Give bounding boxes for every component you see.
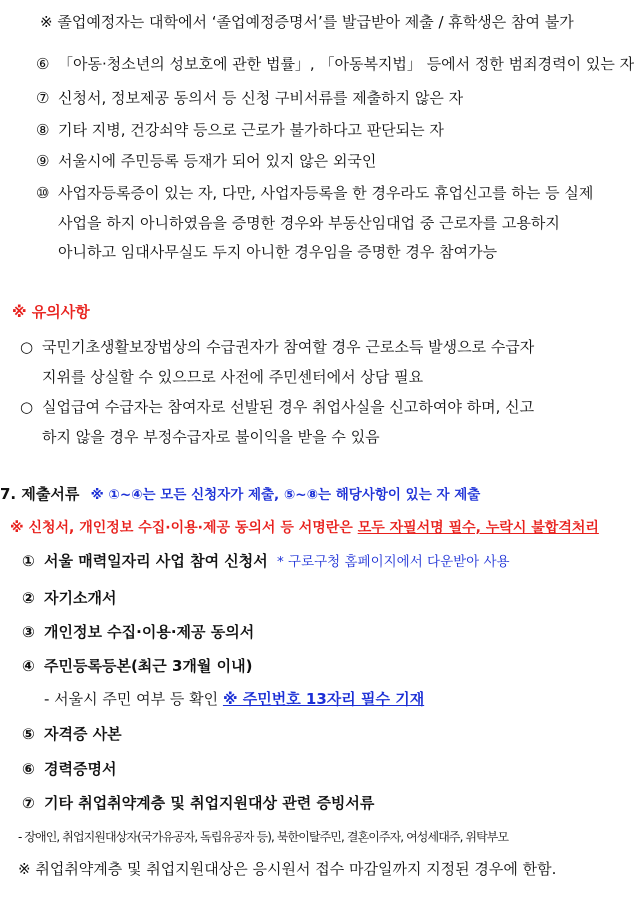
caution-text-continued: 지위를 상실할 수 있으므로 사전에 주민센터에서 상담 필요 [42,368,424,386]
document-item [22,758,116,780]
document-item [22,587,116,609]
caution-item [20,336,628,358]
item-marker: ⑥ [36,55,50,73]
item-marker: ⑧ [36,121,50,139]
document-note: * 구로구청 홈페이지에서 다운받아 사용 [277,554,510,570]
cautions-title: ※ 유의사항 [12,303,90,321]
warning-text: ※ 신청서, 개인정보 수집·이용·제공 동의서 등 서명란은 [10,520,358,536]
document-label: 경력증명서 [44,760,117,778]
item-marker: ⑥ [22,760,35,778]
item-marker: ⑨ [36,152,50,170]
item-marker: ⑦ [36,89,50,107]
section-title: 7. 제출서류 [0,485,80,503]
circle-bullet-icon: ○ [20,338,34,356]
caution-item [20,396,628,418]
document-item [22,792,374,814]
graduation-note: ※ 졸업예정자는 대학에서 ‘졸업예정증명서’를 발급받아 제출 / 휴학생은 참여 불가 [40,13,574,31]
document-label: 자기소개서 [44,589,117,607]
list-item [36,150,618,172]
item-text: 기타 지병, 건강쇠약 등으로 근로가 불가하다고 판단되는 자 [58,121,444,139]
circle-bullet-icon: ○ [20,398,34,416]
item-marker: ⑤ [22,725,35,743]
item-marker: ② [22,589,35,607]
documents-heading [0,483,480,506]
item-text: 「아동·청소년의 성보호에 관한 법률」, 「아동복지법」 등에서 정한 범죄경력이 있는 자 [58,55,635,73]
resident-check-note [44,688,424,710]
document-label: 개인정보 수집·이용·제공 동의서 [44,623,255,641]
heading-note: ※ ①~④는 모든 신청자가 제출, ⑤~⑧는 해당사항이 있는 자 제출 [90,487,481,503]
document-label: 서울 매력일자리 사업 참여 신청서 [44,552,268,570]
list-item [36,87,618,109]
document-label: 주민등록등본(최근 3개월 이내) [44,657,253,675]
item-marker: ① [22,552,35,570]
document-label: 기타 취업취약계층 및 취업지원대상 관련 증빙서류 [44,794,375,812]
document-item [22,621,254,643]
caution-text: 실업급여 수급자는 참여자로 선발된 경우 취업사실을 신고하여야 하며, 신고 [42,398,535,416]
document-label: 자격증 사본 [44,725,122,743]
item-text-continued: 사업을 하지 아니하였음을 증명한 경우와 부동산임대업 중 근로자를 고용하지 [58,214,560,232]
warning-emphasis: 모두 자필서명 필수, 누락시 불합격처리 [357,520,599,536]
item-marker: ③ [22,623,35,641]
item-marker: ④ [22,657,35,675]
signature-warning [10,517,599,539]
item-marker: ⑦ [22,794,35,812]
document-item [22,655,252,677]
footnote: ※ 취업취약계층 및 취업지원대상은 응시원서 접수 마감일까지 지정된 경우에 한함. [18,860,557,878]
sub-text: - 서울시 주민 여부 등 확인 [44,690,223,708]
item-text: 사업자등록증이 있는 자, 다만, 사업자등록을 한 경우라도 휴업신고를 하는 등 실제 [58,184,594,202]
item-marker: ⑩ [36,184,50,202]
item-text: 서울시에 주민등록 등재가 되어 있지 않은 외국인 [58,152,377,170]
caution-text: 국민기초생활보장법상의 수급권자가 참여할 경우 근로소득 발생으로 수급자 [42,338,535,356]
disadvantaged-groups-note: - 장애인, 취업지원대상자(국가유공자, 독립유공자 등), 북한이탈주민, 결혼이주자, 여성세대주, 위탁부모 [18,830,509,844]
caution-text-continued: 하지 않을 경우 부정수급자로 불이익을 받을 수 있음 [42,428,380,446]
document-item [22,550,510,573]
list-item [36,182,626,204]
document-item [22,723,122,745]
sub-emphasis: ※ 주민번호 13자리 필수 기재 [222,690,425,708]
list-item [36,53,635,75]
item-text-continued: 아니하고 임대사무실도 두지 아니한 경우임을 증명한 경우 참여가능 [58,243,498,261]
item-text: 신청서, 정보제공 동의서 등 신청 구비서류를 제출하지 않은 자 [58,89,464,107]
list-item [36,119,618,141]
